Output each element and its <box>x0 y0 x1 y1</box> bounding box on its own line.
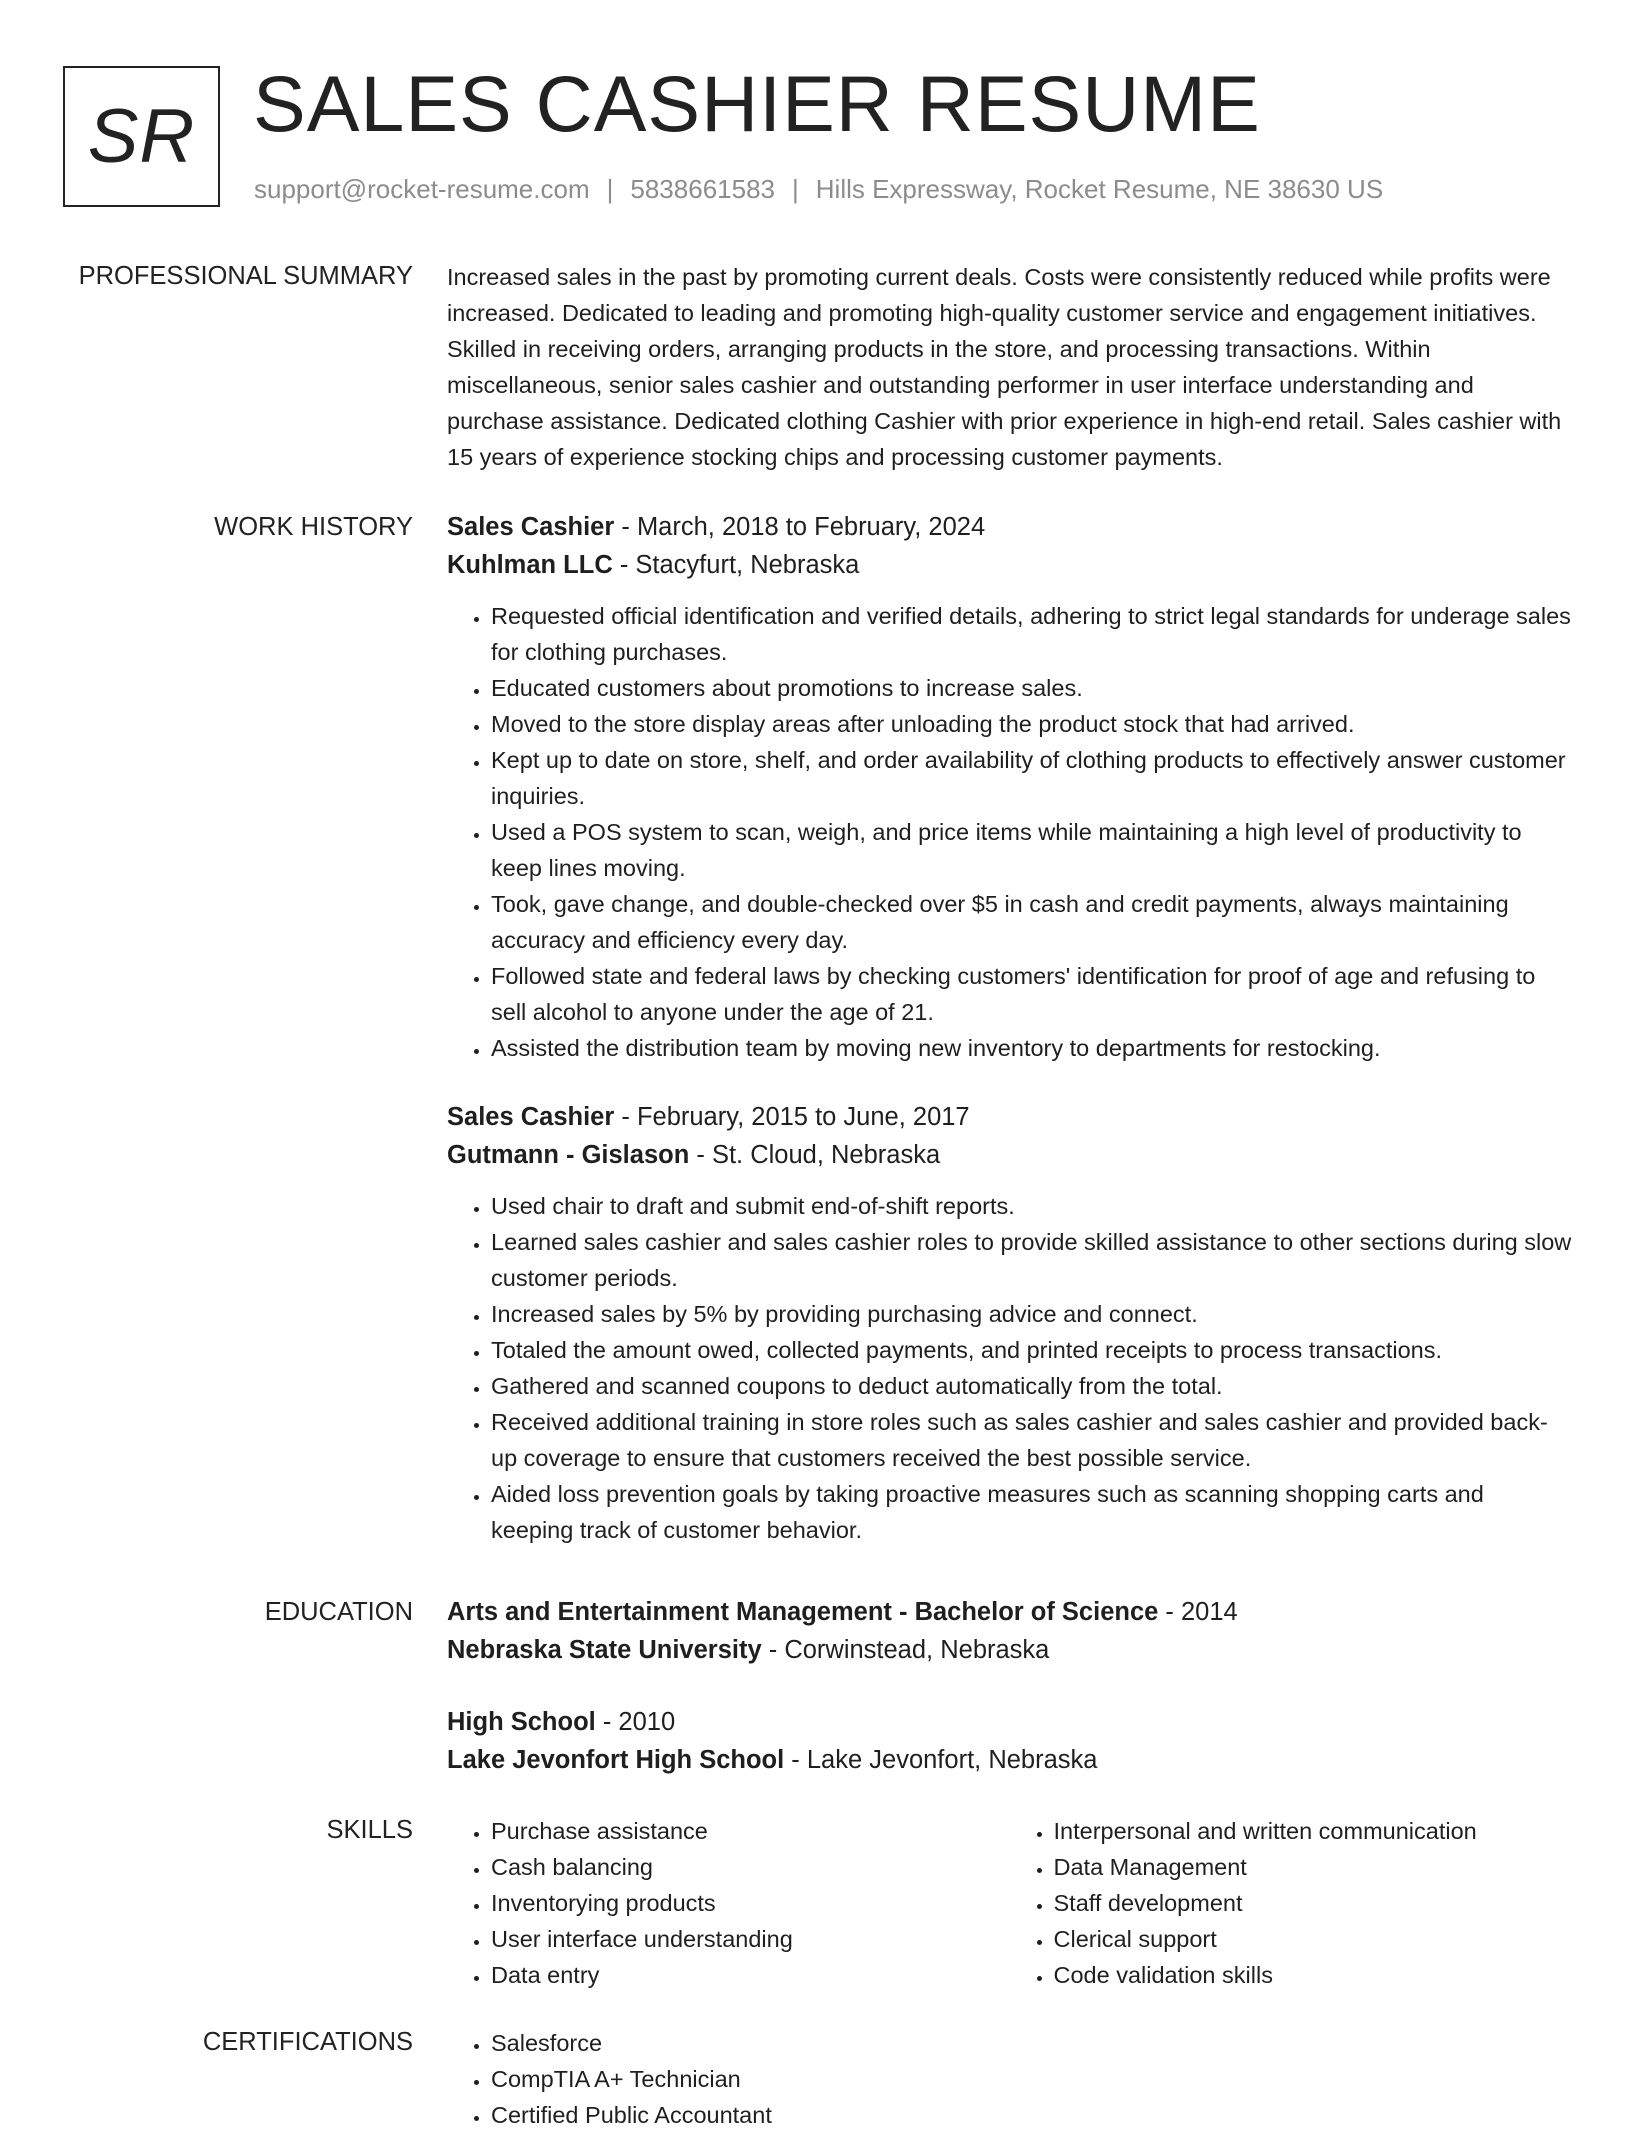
school-line <box>447 1741 1572 1779</box>
list-item: • Interpersonal and written communication <box>1054 1813 1573 1849</box>
skills-section <box>447 1813 1572 1993</box>
list-item: • Assisted the distribution team by moving new inventory to departments for restocking. <box>491 1030 1572 1066</box>
list-item: • Used chair to draft and submit end-of-shift reports. <box>491 1188 1572 1224</box>
skills-grid <box>447 1813 1572 1993</box>
section-label-certifications: CERTIFICATIONS <box>202 2028 413 2056</box>
list-item: • Educated customers about promotions to increase sales. <box>491 670 1572 706</box>
job-title-line <box>447 1098 1572 1136</box>
list-item: • User interface understanding <box>491 1921 1010 1957</box>
list-item: • Requested official identification and verified details, adhering to strict legal standards for underage sales for clothing purchases. <box>491 598 1572 670</box>
contact-separator: | <box>792 174 799 204</box>
job-dates: - February, 2015 to June, 2017 <box>614 1103 970 1131</box>
degree-year: - 2010 <box>595 1708 676 1736</box>
job-company-line <box>447 546 1572 584</box>
skills-list-right <box>1010 1813 1573 1993</box>
list-item: • Received additional training in store roles such as sales cashier and sales cashier and provided back-up coverage to ensure that customers received the best possible service. <box>491 1404 1572 1476</box>
school: Lake Jevonfort High School <box>447 1746 785 1774</box>
list-item: • CompTIA A+ Technician <box>491 2061 1572 2097</box>
contact-email: support@rocket-resume.com <box>254 174 590 204</box>
list-item: • Moved to the store display areas after unloading the product stock that had arrived. <box>491 706 1572 742</box>
contact-address: Hills Expressway, Rocket Resume, NE 38630 US <box>815 174 1384 204</box>
degree-line <box>447 1703 1572 1741</box>
degree-line <box>447 1593 1572 1631</box>
section-label-summary: PROFESSIONAL SUMMARY <box>78 262 413 290</box>
list-item: • Gathered and scanned coupons to deduct automatically from the total. <box>491 1368 1572 1404</box>
summary-text: Increased sales in the past by promoting current deals. Costs were consistently reduced while profits were increased. Dedicated to leading and promoting high-quality customer service and engagement initiatives. Skilled in receiving orders, arranging products in the store, and processing transactions. Within miscellaneous, senior sales cashier and outstanding performer in user interface understanding and purchase assistance. Dedicated clothing Cashier with prior experience in high-end retail. Sales cashier with 15 years of experience stocking chips and processing customer payments. <box>447 264 1562 470</box>
list-item: • Learned sales cashier and sales cashier roles to provide skilled assistance to other sections during slow customer periods. <box>491 1224 1572 1296</box>
list-item: • Aided loss prevention goals by taking proactive measures such as scanning shopping carts and keeping track of customer behavior. <box>491 1476 1572 1548</box>
job-title-line <box>447 508 1572 546</box>
skills-list-left <box>447 1813 1010 1993</box>
education-section <box>447 1593 1572 1779</box>
monogram-logo: SR <box>63 66 220 207</box>
school-location: - Corwinstead, Nebraska <box>761 1636 1050 1664</box>
contact-phone: 5838661583 <box>630 174 775 204</box>
job-entry <box>447 508 1572 1066</box>
degree: High School <box>447 1708 596 1736</box>
job-dates: - March, 2018 to February, 2024 <box>614 513 986 541</box>
job-company-line <box>447 1136 1572 1174</box>
job-title: Sales Cashier <box>447 1103 615 1131</box>
certifications-section <box>447 2025 1572 2133</box>
certifications-list <box>447 2025 1572 2133</box>
list-item: • Followed state and federal laws by checking customers' identification for proof of age and refusing to sell alcohol to anyone under the age of 21. <box>491 958 1572 1030</box>
list-item: • Staff development <box>1054 1885 1573 1921</box>
job-company: Gutmann - Gislason <box>447 1141 690 1169</box>
job-location: - Stacyfurt, Nebraska <box>612 551 860 579</box>
job-bullets <box>447 598 1572 1066</box>
list-item: • Cash balancing <box>491 1849 1010 1885</box>
degree: Arts and Entertainment Management - Bachelor of Science <box>447 1598 1159 1626</box>
job-entry <box>447 1098 1572 1548</box>
list-item: • Purchase assistance <box>491 1813 1010 1849</box>
school-line <box>447 1631 1572 1669</box>
job-location: - St. Cloud, Nebraska <box>689 1141 941 1169</box>
contact-line <box>254 172 1383 206</box>
list-item: • Code validation skills <box>1054 1957 1573 1993</box>
page-title: SALES CASHIER RESUME <box>253 59 1261 148</box>
degree-year: - 2014 <box>1158 1598 1238 1626</box>
job-title: Sales Cashier <box>447 513 615 541</box>
work-history-section <box>447 508 1572 1548</box>
list-item: • Salesforce <box>491 2025 1572 2061</box>
list-item: • Certified Public Accountant <box>491 2097 1572 2133</box>
section-label-education: EDUCATION <box>264 1598 413 1626</box>
list-item: • Kept up to date on store, shelf, and order availability of clothing products to effectively answer customer inquiries. <box>491 742 1572 814</box>
education-entry <box>447 1593 1572 1669</box>
list-item: • Data Management <box>1054 1849 1573 1885</box>
school-location: - Lake Jevonfort, Nebraska <box>784 1746 1098 1774</box>
job-bullets <box>447 1188 1572 1548</box>
list-item: • Clerical support <box>1054 1921 1573 1957</box>
section-label-work-history: WORK HISTORY <box>214 513 413 541</box>
list-item: • Took, gave change, and double-checked over $5 in cash and credit payments, always maintaining accuracy and efficiency every day. <box>491 886 1572 958</box>
school: Nebraska State University <box>447 1636 762 1664</box>
list-item: • Inventorying products <box>491 1885 1010 1921</box>
contact-separator: | <box>606 174 614 204</box>
list-item: • Increased sales by 5% by providing purchasing advice and connect. <box>491 1296 1572 1332</box>
list-item: • Used a POS system to scan, weigh, and price items while maintaining a high level of productivity to keep lines moving. <box>491 814 1572 886</box>
summary-section <box>447 259 1572 475</box>
list-item: • Data entry <box>491 1957 1010 1993</box>
job-company: Kuhlman LLC <box>447 551 613 579</box>
education-entry <box>447 1703 1572 1779</box>
list-item: • Totaled the amount owed, collected payments, and printed receipts to process transactions. <box>491 1332 1572 1368</box>
section-label-skills: SKILLS <box>326 1816 413 1844</box>
